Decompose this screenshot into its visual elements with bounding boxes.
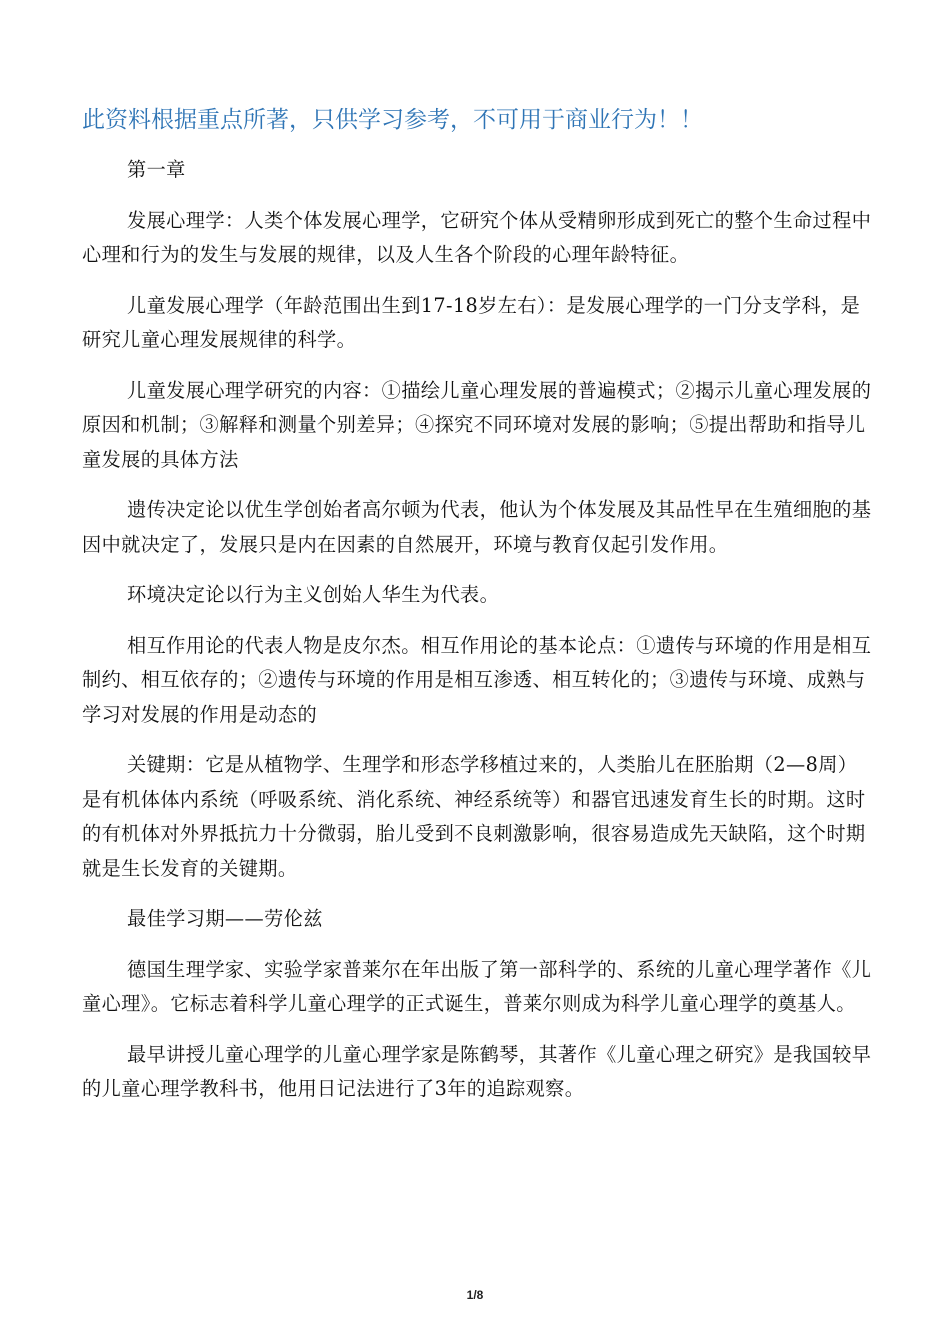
chapter-heading: 第一章 — [127, 158, 186, 181]
paragraph-heredity-determinism: 遗传决定论以优生学创始者高尔顿为代表，他认为个体发展及其品性早在生殖细胞的基因中就决定了，发展只是内在因素的自然展开，环境与教育仅起引发作用。 — [82, 498, 872, 556]
paragraph-environment-determinism: 环境决定论以行为主义创始人华生为代表。 — [127, 583, 500, 606]
paragraph-developmental-psychology: 发展心理学：人类个体发展心理学，它研究个体从受精卵形成到死亡的整个生命过程中心理和行为的发生与发展的规律，以及人生各个阶段的心理年龄特征。 — [82, 208, 872, 266]
paragraph-optimal-learning-period: 最佳学习期——劳伦兹 — [127, 907, 323, 930]
document-body — [82, 153, 872, 1123]
paragraph-research-content: 儿童发展心理学研究的内容：①描绘儿童心理发展的普遍模式；②揭示儿童心理发展的原因和机制；③解释和测量个别差异；④探究不同环境对发展的影响；⑤提出帮助和指导儿童发展的具体方法 — [82, 378, 872, 471]
paragraph-critical-period: 关键期：它是从植物学、生理学和形态学移植过来的，人类胎儿在胚胎期（2—8周）是有机体体内系统（呼吸系统、消化系统、神经系统等）和器官迅速发育生长的时期。这时的有机体对外界抵抗力十分微弱，胎儿受到不良刺激影响，很容易造成先天缺陷，这个时期就是生长发育的关键期。 — [82, 753, 866, 880]
paragraph-chen-heqin: 最早讲授儿童心理学的儿童心理学家是陈鹤琴，其著作《儿童心理之研究》是我国较早的儿童心理学教科书，他用日记法进行了3年的追踪观察。 — [82, 1042, 872, 1100]
disclaimer-banner: 此资料根据重点所著，只供学习参考，不可用于商业行为！！ — [82, 107, 703, 133]
page-number: 1/8 — [466, 1288, 484, 1302]
paragraph-child-developmental-psychology: 儿童发展心理学（年龄范围出生到17-18岁左右）：是发展心理学的一门分支学科，是研究儿童心理发展规律的科学。 — [82, 293, 861, 351]
paragraph-interaction-theory: 相互作用论的代表人物是皮尔杰。相互作用论的基本论点：①遗传与环境的作用是相互制约、相互依存的；②遗传与环境的作用是相互渗透、相互转化的；③遗传与环境、成熟与学习对发展的作用是动态的 — [82, 633, 872, 726]
paragraph-preyer: 德国生理学家、实验学家普莱尔在年出版了第一部科学的、系统的儿童心理学著作《儿童心理》。它标志着科学儿童心理学的正式诞生，普莱尔则成为科学儿童心理学的奠基人。 — [82, 957, 872, 1015]
